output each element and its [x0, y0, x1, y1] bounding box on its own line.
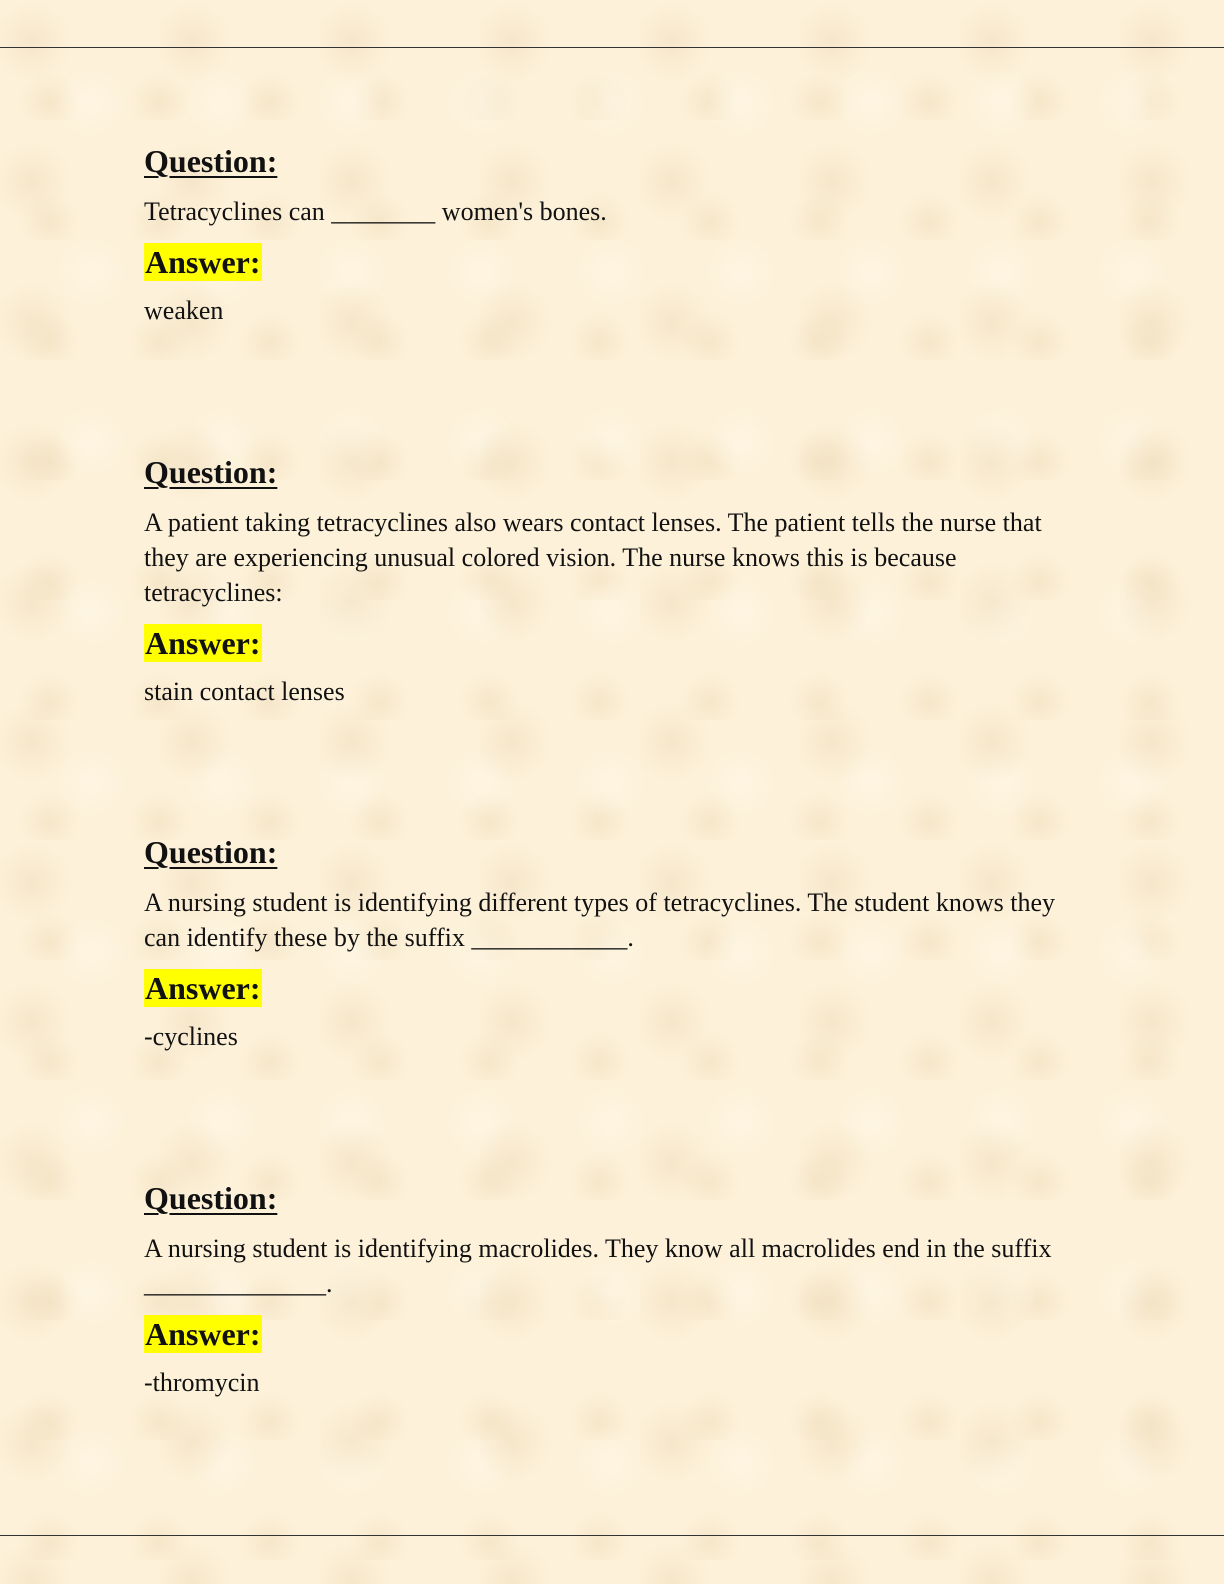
question-text: A patient taking tetracyclines also wears contact lenses. The patient tells the nurse that they are experiencing unusual colored vision. The nurse knows this is because tetracyclines:	[144, 508, 1042, 607]
qa-block	[144, 453, 1084, 709]
answer-text: -cyclines	[144, 1022, 238, 1051]
question-label: Question:	[144, 834, 278, 870]
answer-text: stain contact lenses	[144, 677, 345, 706]
top-rule	[0, 47, 1224, 48]
question-label: Question:	[144, 1180, 278, 1216]
answer-text: weaken	[144, 296, 224, 325]
question-text: A nursing student is identifying different types of tetracyclines. The student knows they can identify these by the suffix ____________.	[144, 888, 1056, 952]
answer-label: Answer:	[145, 244, 261, 280]
bottom-rule	[0, 1535, 1224, 1536]
question-text: A nursing student is identifying macrolides. They know all macrolides end in the suffix ______________.	[144, 1234, 1052, 1298]
answer-label: Answer:	[145, 625, 261, 661]
answer-text: -thromycin	[144, 1368, 260, 1397]
qa-block	[144, 1179, 1084, 1400]
question-label: Question:	[144, 454, 278, 490]
qa-block	[144, 833, 1084, 1054]
question-label: Question:	[144, 143, 278, 179]
question-text: Tetracyclines can ________ women's bones.	[144, 197, 607, 226]
answer-label: Answer:	[145, 1316, 261, 1352]
qa-block	[144, 142, 1084, 328]
answer-label: Answer:	[145, 970, 261, 1006]
